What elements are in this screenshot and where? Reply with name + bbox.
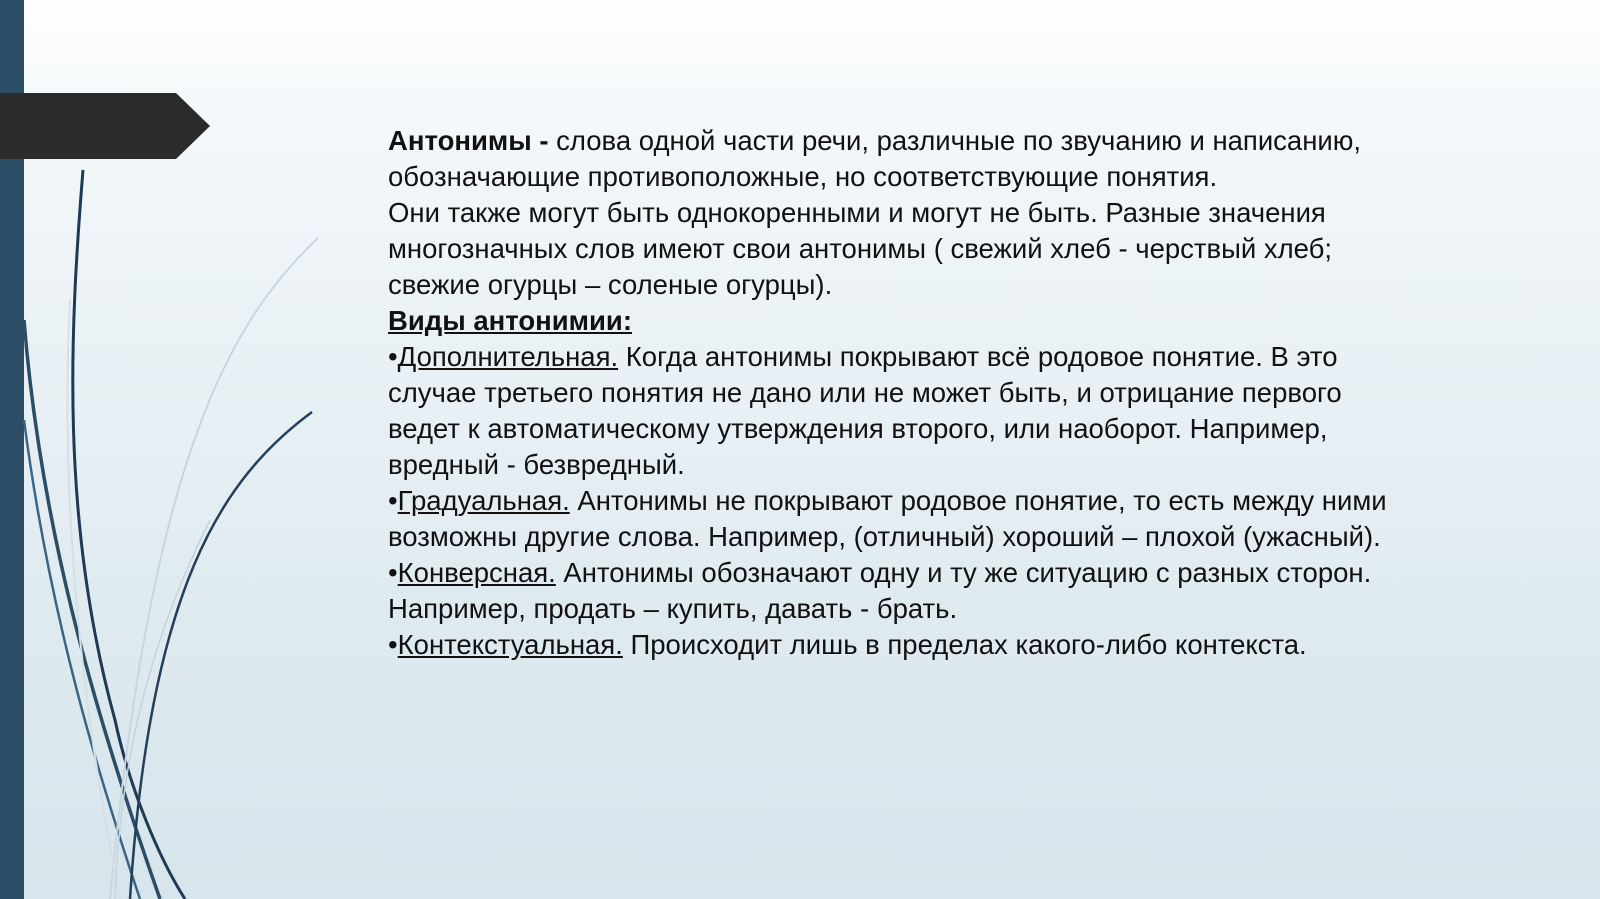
type-description: Происходит лишь в пределах какого-либо контекста.	[622, 629, 1307, 660]
definition-paragraph	[388, 123, 1388, 195]
title-flag-shape	[0, 93, 210, 159]
type-name: Контекстуальная.	[397, 629, 623, 660]
term-antonyms: Антонимы -	[388, 125, 549, 156]
type-name: Конверсная.	[397, 557, 556, 588]
paragraph-roots: Они также могут быть однокоренными и могут не быть. Разные значения многозначных слов имеют свои антонимы ( свежий хлеб - черствый хлеб; свежие огурцы – соленые огурцы).	[388, 197, 1333, 300]
type-description: Антонимы не покрывают родовое понятие, то есть между ними возможны другие слова. Например, (отличный) хороший – плохой (ужасный).	[388, 485, 1387, 552]
bullet: •	[388, 485, 398, 516]
type-description: Когда антонимы покрывают всё родовое понятие. В это случае третьего понятия не дано или не может быть, и отрицание первого ведет к автоматическому утверждения второго, или наоборот. Например, вредный - безвредный.	[388, 341, 1342, 480]
bullet: •	[388, 341, 398, 372]
type-item-contextual	[388, 627, 1388, 663]
type-name: Градуальная.	[397, 485, 570, 516]
bullet: •	[388, 629, 398, 660]
types-heading: Виды антонимии:	[388, 305, 632, 336]
type-name: Дополнительная.	[397, 341, 619, 372]
definition-text: слова одной части речи, различные по звучанию и написанию, обозначающие противоположные, но соответствующие понятия.	[388, 125, 1362, 192]
slide-text-body	[388, 123, 1388, 663]
type-item-complementary	[388, 339, 1388, 483]
type-item-gradual	[388, 483, 1388, 555]
bullet: •	[388, 557, 398, 588]
type-description: Антонимы обозначают одну и ту же ситуацию с разных сторон. Например, продать – купить, давать - брать.	[388, 557, 1372, 624]
type-item-conversive	[388, 555, 1388, 627]
